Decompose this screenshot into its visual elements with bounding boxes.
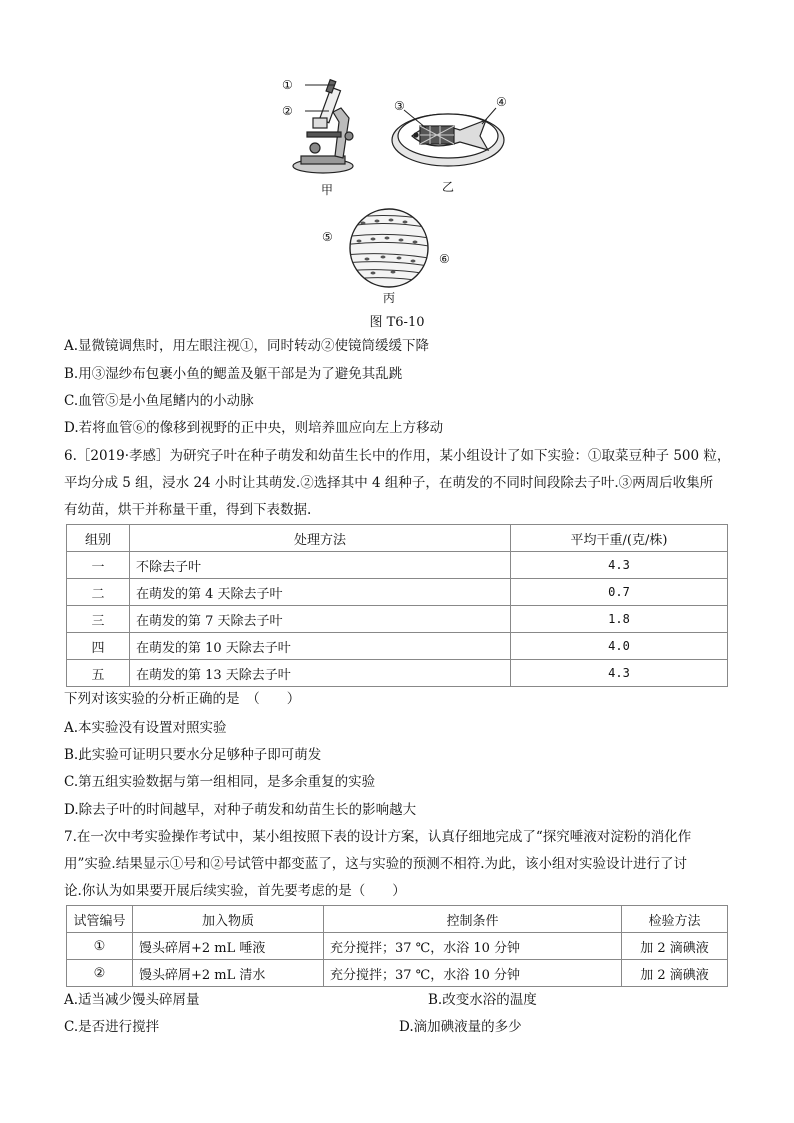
cell-condition: 充分搅拌；37 ℃，水浴 10 分钟 [324, 960, 622, 987]
header-method: 处理方法 [130, 525, 511, 552]
q5-option-a: A.显微镜调焦时，用左眼注视①，同时转动②使镜筒缓缓下降 [64, 338, 430, 354]
cell-weight: 4.3 [511, 660, 728, 687]
q6-option-c: C.第五组实验数据与第一组相同，是多余重复的实验 [64, 774, 376, 790]
cell-method: 在萌发的第 10 天除去子叶 [130, 633, 511, 660]
blood-vessel-view-figure [343, 207, 435, 289]
cell-condition: 充分搅拌；37 ℃，水浴 10 分钟 [324, 933, 622, 960]
cell-group: 五 [67, 660, 130, 687]
label-jia: 甲 [321, 183, 334, 197]
label-1: ① [282, 78, 293, 92]
cell-weight: 4.0 [511, 633, 728, 660]
header-weight: 平均干重/(克/株) [511, 525, 728, 552]
q6-question: 下列对该实验的分析正确的是 （ ） [64, 691, 301, 707]
cell-method: 在萌发的第 7 天除去子叶 [130, 606, 511, 633]
cell-tube: ① [67, 933, 133, 960]
cell-weight: 0.7 [511, 579, 728, 606]
q6-stem-line-3: 有幼苗，烘干并称量干重，得到下表数据. [64, 502, 312, 518]
q7-option-b: B.改变水浴的温度 [428, 992, 537, 1008]
microscope-figure [285, 78, 365, 178]
label-6: ⑥ [439, 252, 450, 266]
table-row [67, 633, 728, 660]
header-substance: 加入物质 [133, 906, 324, 933]
q6-stem-line-2: 平均分成 5 组，浸水 24 小时让其萌发.②选择其中 4 组种子，在萌发的不同时间段除去子叶.③两周后收集所 [64, 475, 714, 491]
table-header-row [67, 906, 728, 933]
table-header-row [67, 525, 728, 552]
q5-option-d: D.若将血管⑥的像移到视野的正中央，则培养皿应向左上方移动 [64, 420, 444, 436]
label-5: ⑤ [322, 230, 333, 244]
header-test: 检验方法 [622, 906, 728, 933]
label-3: ③ [394, 99, 405, 113]
q5-option-b: B.用③湿纱布包裹小鱼的鳃盖及躯干部是为了避免其乱跳 [64, 366, 403, 382]
cell-weight: 1.8 [511, 606, 728, 633]
header-condition: 控制条件 [324, 906, 622, 933]
table-row [67, 660, 728, 687]
cell-group: 四 [67, 633, 130, 660]
cell-group: 三 [67, 606, 130, 633]
petri-dish-figure [390, 100, 510, 170]
table-row [67, 579, 728, 606]
q6-stem-line-1: 6.［2019·孝感］为研究子叶在种子萌发和幼苗生长中的作用，某小组设计了如下实验：①取菜豆种子 500 粒， [64, 448, 731, 464]
label-4: ④ [496, 95, 507, 109]
table-row [67, 606, 728, 633]
cell-method: 在萌发的第 4 天除去子叶 [130, 579, 511, 606]
q5-option-c: C.血管⑤是小鱼尾鳍内的小动脉 [64, 393, 254, 409]
cell-method: 在萌发的第 13 天除去子叶 [130, 660, 511, 687]
cell-weight: 4.3 [511, 552, 728, 579]
table-row [67, 933, 728, 960]
label-bing: 丙 [383, 291, 396, 305]
header-group: 组别 [67, 525, 130, 552]
label-2: ② [282, 104, 293, 118]
q6-option-d: D.除去子叶的时间越早，对种子萌发和幼苗生长的影响越大 [64, 802, 417, 818]
q6-option-b: B.此实验可证明只要水分足够种子即可萌发 [64, 747, 322, 763]
cell-group: 二 [67, 579, 130, 606]
q6-option-a: A.本实验没有设置对照实验 [64, 720, 227, 736]
q7-table [66, 905, 728, 987]
cell-test: 加 2 滴碘液 [622, 933, 728, 960]
header-tube: 试管编号 [67, 906, 133, 933]
table-row [67, 552, 728, 579]
label-yi: 乙 [442, 180, 455, 194]
cell-tube: ② [67, 960, 133, 987]
figure-caption: 图 T6-10 [369, 315, 425, 330]
q7-stem-line-1: 7.在一次中考实验操作考试中，某小组按照下表的设计方案，认真仔细地完成了“探究唾液对淀粉的消化作 [64, 829, 692, 845]
q6-table [66, 524, 728, 687]
cell-method: 不除去子叶 [130, 552, 511, 579]
q7-option-a: A.适当减少馒头碎屑量 [64, 992, 200, 1008]
q7-stem-line-2: 用”实验.结果显示①号和②号试管中都变蓝了，这与实验的预测不相符.为此，该小组对实验设计进行了讨 [64, 856, 687, 872]
cell-test: 加 2 滴碘液 [622, 960, 728, 987]
cell-substance: 馒头碎屑+2 mL 清水 [133, 960, 324, 987]
q7-option-c: C.是否进行搅拌 [64, 1019, 160, 1035]
q7-option-d: D.滴加碘液量的多少 [399, 1019, 522, 1035]
table-row [67, 960, 728, 987]
q7-stem-line-3: 论.你认为如果要开展后续实验，首先要考虑的是（ ） [64, 883, 406, 899]
cell-group: 一 [67, 552, 130, 579]
cell-substance: 馒头碎屑+2 mL 唾液 [133, 933, 324, 960]
